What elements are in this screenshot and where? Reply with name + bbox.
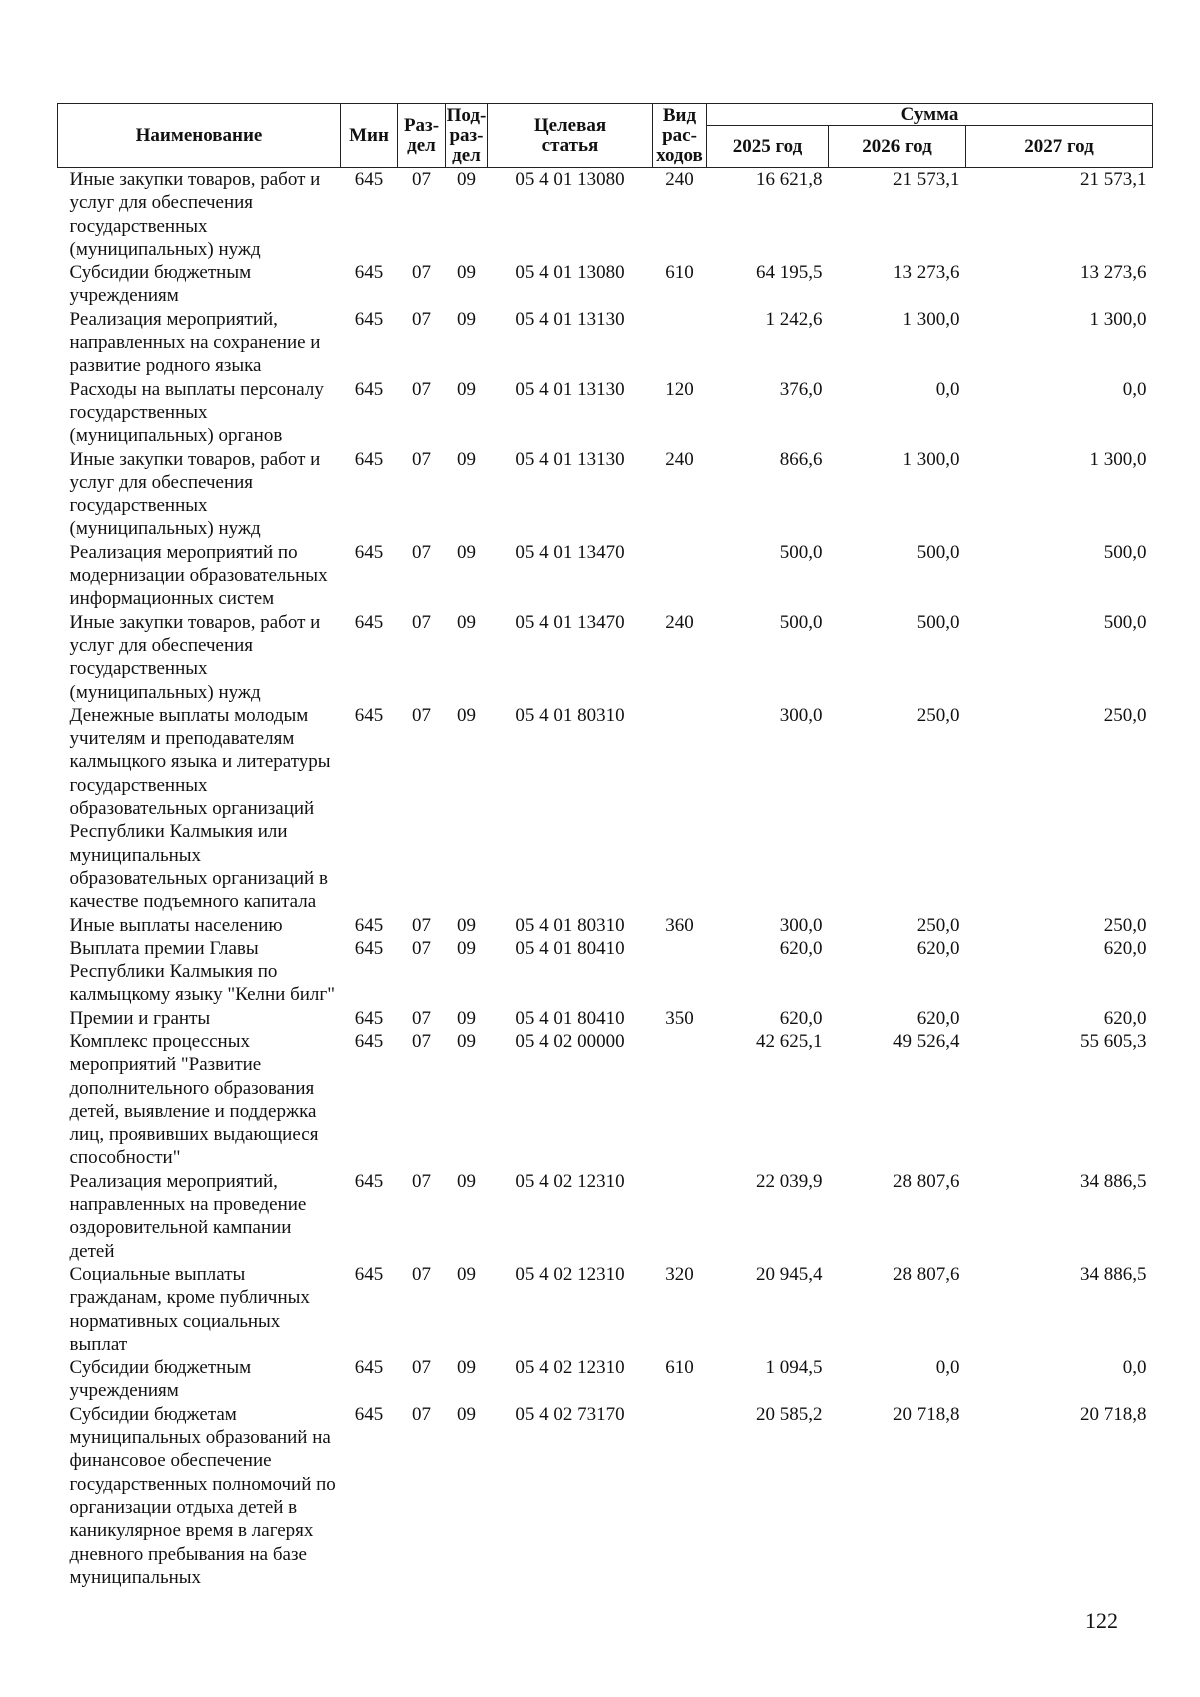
row-podrazdel: 09: [457, 378, 476, 400]
row-vid: 350: [665, 1007, 694, 1029]
row-min: 645: [354, 1357, 384, 1379]
table-row: [58, 448, 1153, 541]
row-sum-2026: 20 718,8: [893, 1403, 960, 1425]
row-min: 645: [354, 308, 384, 330]
row-vid: [653, 704, 707, 914]
row-razdel: 07: [412, 1263, 431, 1285]
row-sum-2026: 28 807,6: [893, 1170, 960, 1192]
row-vid: 610: [665, 1357, 694, 1379]
row-vid: [653, 308, 707, 378]
row-sum-2026: 21 573,1: [893, 169, 960, 190]
row-razdel: 07: [412, 704, 431, 726]
row-sum-2027: 34 886,5: [1080, 1170, 1147, 1192]
row-vid: [653, 937, 707, 1007]
row-sum-2027: 250,0: [1103, 704, 1147, 726]
row-celevaya: 05 4 01 80310: [515, 914, 625, 936]
row-razdel: 07: [412, 1170, 431, 1192]
header-podrazdel: Под- раз- дел: [446, 104, 487, 166]
row-sum-2025: 620,0: [779, 937, 823, 959]
header-min: Мин: [341, 104, 398, 168]
row-sum-2025: 300,0: [779, 704, 823, 726]
row-celevaya: 05 4 01 13080: [515, 169, 625, 190]
row-podrazdel: 09: [457, 1357, 476, 1379]
row-sum-2027: 20 718,8: [1080, 1403, 1147, 1425]
row-razdel: 07: [412, 1007, 431, 1029]
row-name: Расходы на выплаты персоналу государственных (муниципальных) органов: [69, 378, 324, 447]
row-min: 645: [354, 1263, 384, 1285]
row-podrazdel: 09: [457, 937, 476, 959]
row-podrazdel: 09: [457, 1403, 476, 1425]
row-name: Социальные выплаты гражданам, кроме публичных нормативных социальных выплат: [69, 1263, 310, 1355]
row-sum-2025: 16 621,8: [756, 169, 823, 190]
row-celevaya: 05 4 01 13130: [515, 378, 625, 400]
row-sum-2026: 1 300,0: [902, 308, 960, 330]
row-celevaya: 05 4 01 13130: [515, 308, 625, 330]
budget-table: [57, 103, 1153, 1589]
budget-sheet: [57, 103, 1152, 1589]
row-vid: 360: [665, 914, 694, 936]
table-row: [58, 937, 1153, 1007]
row-sum-2026: 0,0: [935, 378, 960, 400]
row-min: 645: [354, 378, 384, 400]
row-sum-2027: 34 886,5: [1080, 1263, 1147, 1285]
row-celevaya: 05 4 01 80410: [515, 937, 625, 959]
row-name: Субсидии бюджетным учреждениям: [69, 262, 252, 307]
row-sum-2025: 500,0: [779, 611, 823, 633]
header-name: Наименование: [58, 104, 341, 168]
row-sum-2026: 1 300,0: [902, 448, 960, 470]
row-razdel: 07: [412, 1030, 431, 1052]
row-sum-2027: 500,0: [1103, 611, 1147, 633]
row-celevaya: 05 4 01 13470: [515, 611, 625, 633]
row-celevaya: 05 4 02 12310: [515, 1357, 625, 1379]
row-razdel: 07: [412, 1357, 431, 1379]
row-vid: [653, 1030, 707, 1170]
header-2025: 2025 год: [707, 126, 829, 168]
row-min: 645: [354, 541, 384, 563]
row-vid: 240: [665, 169, 694, 190]
row-sum-2027: 250,0: [1103, 914, 1147, 936]
row-sum-2026: 620,0: [916, 1007, 960, 1029]
row-podrazdel: 09: [457, 1170, 476, 1192]
row-celevaya: 05 4 02 00000: [515, 1030, 625, 1052]
row-razdel: 07: [412, 1403, 431, 1425]
row-sum-2026: 0,0: [935, 1357, 960, 1379]
row-sum-2025: 1 242,6: [765, 308, 823, 330]
row-min: 645: [354, 937, 384, 959]
row-podrazdel: 09: [457, 704, 476, 726]
header-vid: Вид рас- ходов: [653, 104, 707, 168]
row-min: 645: [354, 704, 384, 726]
row-sum-2025: 20 585,2: [756, 1403, 823, 1425]
row-sum-2026: 250,0: [916, 704, 960, 726]
row-name: Реализация мероприятий, направленных на проведение оздоровительной кампании детей: [69, 1170, 307, 1262]
row-podrazdel: 09: [457, 1007, 476, 1029]
header-summa: Сумма: [707, 104, 1153, 126]
row-sum-2026: 620,0: [916, 937, 960, 959]
row-sum-2027: 13 273,6: [1080, 262, 1147, 284]
row-sum-2025: 300,0: [779, 914, 823, 936]
header-celevaya: Целевая статья: [488, 104, 653, 168]
table-row: [58, 611, 1153, 704]
row-sum-2026: 500,0: [916, 611, 960, 633]
row-vid: 240: [665, 611, 694, 633]
row-vid: [653, 1403, 707, 1589]
row-podrazdel: 09: [457, 308, 476, 330]
row-min: 645: [354, 1007, 384, 1029]
row-sum-2027: 620,0: [1103, 937, 1147, 959]
row-sum-2026: 13 273,6: [893, 262, 960, 284]
row-vid: 320: [665, 1263, 694, 1285]
row-celevaya: 05 4 02 12310: [515, 1170, 625, 1192]
page-number: 122: [1085, 1608, 1118, 1633]
row-sum-2025: 500,0: [779, 541, 823, 563]
row-celevaya: 05 4 01 13080: [515, 262, 625, 284]
row-name: Субсидии бюджетам муниципальных образований на финансовое обеспечение государственных полномочий по организации отдыха детей в каникулярное время в лагерях дневного пребывания на базе муниципальных: [69, 1403, 336, 1588]
row-name: Иные закупки товаров, работ и услуг для обеспечения государственных (муниципальных) нужд: [69, 448, 321, 540]
row-min: 645: [354, 1030, 384, 1052]
row-sum-2027: 55 605,3: [1080, 1030, 1147, 1052]
header-razdel: Раз- дел: [398, 104, 446, 168]
row-celevaya: 05 4 02 73170: [515, 1403, 625, 1425]
row-sum-2025: 42 625,1: [756, 1030, 823, 1052]
row-celevaya: 05 4 01 80410: [515, 1007, 625, 1029]
header-2027: 2027 год: [966, 126, 1153, 168]
table-row: [58, 1170, 1153, 1263]
row-vid: 120: [665, 378, 694, 400]
row-sum-2025: 22 039,9: [756, 1170, 823, 1192]
table-row: [58, 1007, 1153, 1030]
table-row: [58, 168, 1153, 262]
row-sum-2027: 0,0: [1122, 378, 1147, 400]
table-body: [58, 168, 1153, 1590]
row-min: 645: [354, 611, 384, 633]
row-name: Премии и гранты: [69, 1007, 211, 1029]
row-min: 645: [354, 262, 384, 284]
table-row: [58, 704, 1153, 914]
row-name: Иные закупки товаров, работ и услуг для обеспечения государственных (муниципальных) нужд: [69, 611, 321, 703]
row-podrazdel: 09: [457, 611, 476, 633]
table-row: [58, 914, 1153, 937]
row-razdel: 07: [412, 611, 431, 633]
row-razdel: 07: [412, 937, 431, 959]
row-razdel: 07: [412, 308, 431, 330]
table-row: [58, 261, 1153, 308]
row-podrazdel: 09: [457, 262, 476, 284]
table-row: [58, 1030, 1153, 1170]
row-min: 645: [354, 914, 384, 936]
row-name: Реализация мероприятий, направленных на сохранение и развитие родного языка: [69, 308, 321, 377]
row-podrazdel: 09: [457, 448, 476, 470]
table-row: [58, 378, 1153, 448]
row-sum-2025: 866,6: [779, 448, 823, 470]
row-vid: [653, 541, 707, 611]
row-sum-2027: 21 573,1: [1080, 169, 1147, 190]
row-sum-2025: 20 945,4: [756, 1263, 823, 1285]
table-row: [58, 541, 1153, 611]
row-vid: [653, 1170, 707, 1263]
table-row: [58, 1356, 1153, 1403]
row-podrazdel: 09: [457, 541, 476, 563]
row-razdel: 07: [412, 378, 431, 400]
row-min: 645: [354, 1403, 384, 1425]
row-name: Реализация мероприятий по модернизации образовательных информационных систем: [69, 541, 328, 610]
row-vid: 610: [665, 262, 694, 284]
row-celevaya: 05 4 01 13130: [515, 448, 625, 470]
row-celevaya: 05 4 01 13470: [515, 541, 625, 563]
row-razdel: 07: [412, 914, 431, 936]
row-name: Комплекс процессных мероприятий "Развитие дополнительного образования детей, выявление и поддержка лиц, проявивших выдающиеся способности": [69, 1030, 319, 1169]
row-razdel: 07: [412, 169, 431, 190]
row-sum-2027: 1 300,0: [1089, 308, 1147, 330]
header-2026: 2026 год: [829, 126, 966, 168]
table-row: [58, 308, 1153, 378]
table-row: [58, 1263, 1153, 1356]
row-podrazdel: 09: [457, 914, 476, 936]
row-razdel: 07: [412, 541, 431, 563]
row-min: 645: [354, 1170, 384, 1192]
row-sum-2027: 0,0: [1122, 1357, 1147, 1379]
row-sum-2025: 1 094,5: [765, 1357, 823, 1379]
row-podrazdel: 09: [457, 169, 476, 190]
row-sum-2027: 500,0: [1103, 541, 1147, 563]
row-celevaya: 05 4 02 12310: [515, 1263, 625, 1285]
row-name: Иные выплаты населению: [69, 914, 283, 936]
row-sum-2026: 500,0: [916, 541, 960, 563]
row-razdel: 07: [412, 448, 431, 470]
row-sum-2026: 250,0: [916, 914, 960, 936]
row-sum-2027: 620,0: [1103, 1007, 1147, 1029]
row-name: Денежные выплаты молодым учителям и преподавателям калмыцкого языка и литературы государственных образовательных организаций Республики Калмыкия или муниципальных образовательных организаций в качестве подъемного капитала: [69, 704, 331, 913]
row-razdel: 07: [412, 262, 431, 284]
row-sum-2025: 620,0: [779, 1007, 823, 1029]
row-sum-2027: 1 300,0: [1089, 448, 1147, 470]
row-sum-2025: 64 195,5: [756, 262, 823, 284]
row-celevaya: 05 4 01 80310: [515, 704, 625, 726]
row-podrazdel: 09: [457, 1263, 476, 1285]
row-podrazdel: 09: [457, 1030, 476, 1052]
row-name: Выплата премии Главы Республики Калмыкия по калмыцкому языку "Келни билг": [69, 937, 335, 1006]
row-vid: 240: [665, 448, 694, 470]
row-sum-2026: 28 807,6: [893, 1263, 960, 1285]
row-min: 645: [354, 448, 384, 470]
row-min: 645: [354, 169, 384, 190]
table-header: [58, 104, 1153, 168]
row-sum-2025: 376,0: [779, 378, 823, 400]
row-name: Иные закупки товаров, работ и услуг для обеспечения государственных (муниципальных) нужд: [69, 169, 321, 260]
row-sum-2026: 49 526,4: [893, 1030, 960, 1052]
table-row: [58, 1403, 1153, 1589]
row-name: Субсидии бюджетным учреждениям: [69, 1357, 252, 1402]
